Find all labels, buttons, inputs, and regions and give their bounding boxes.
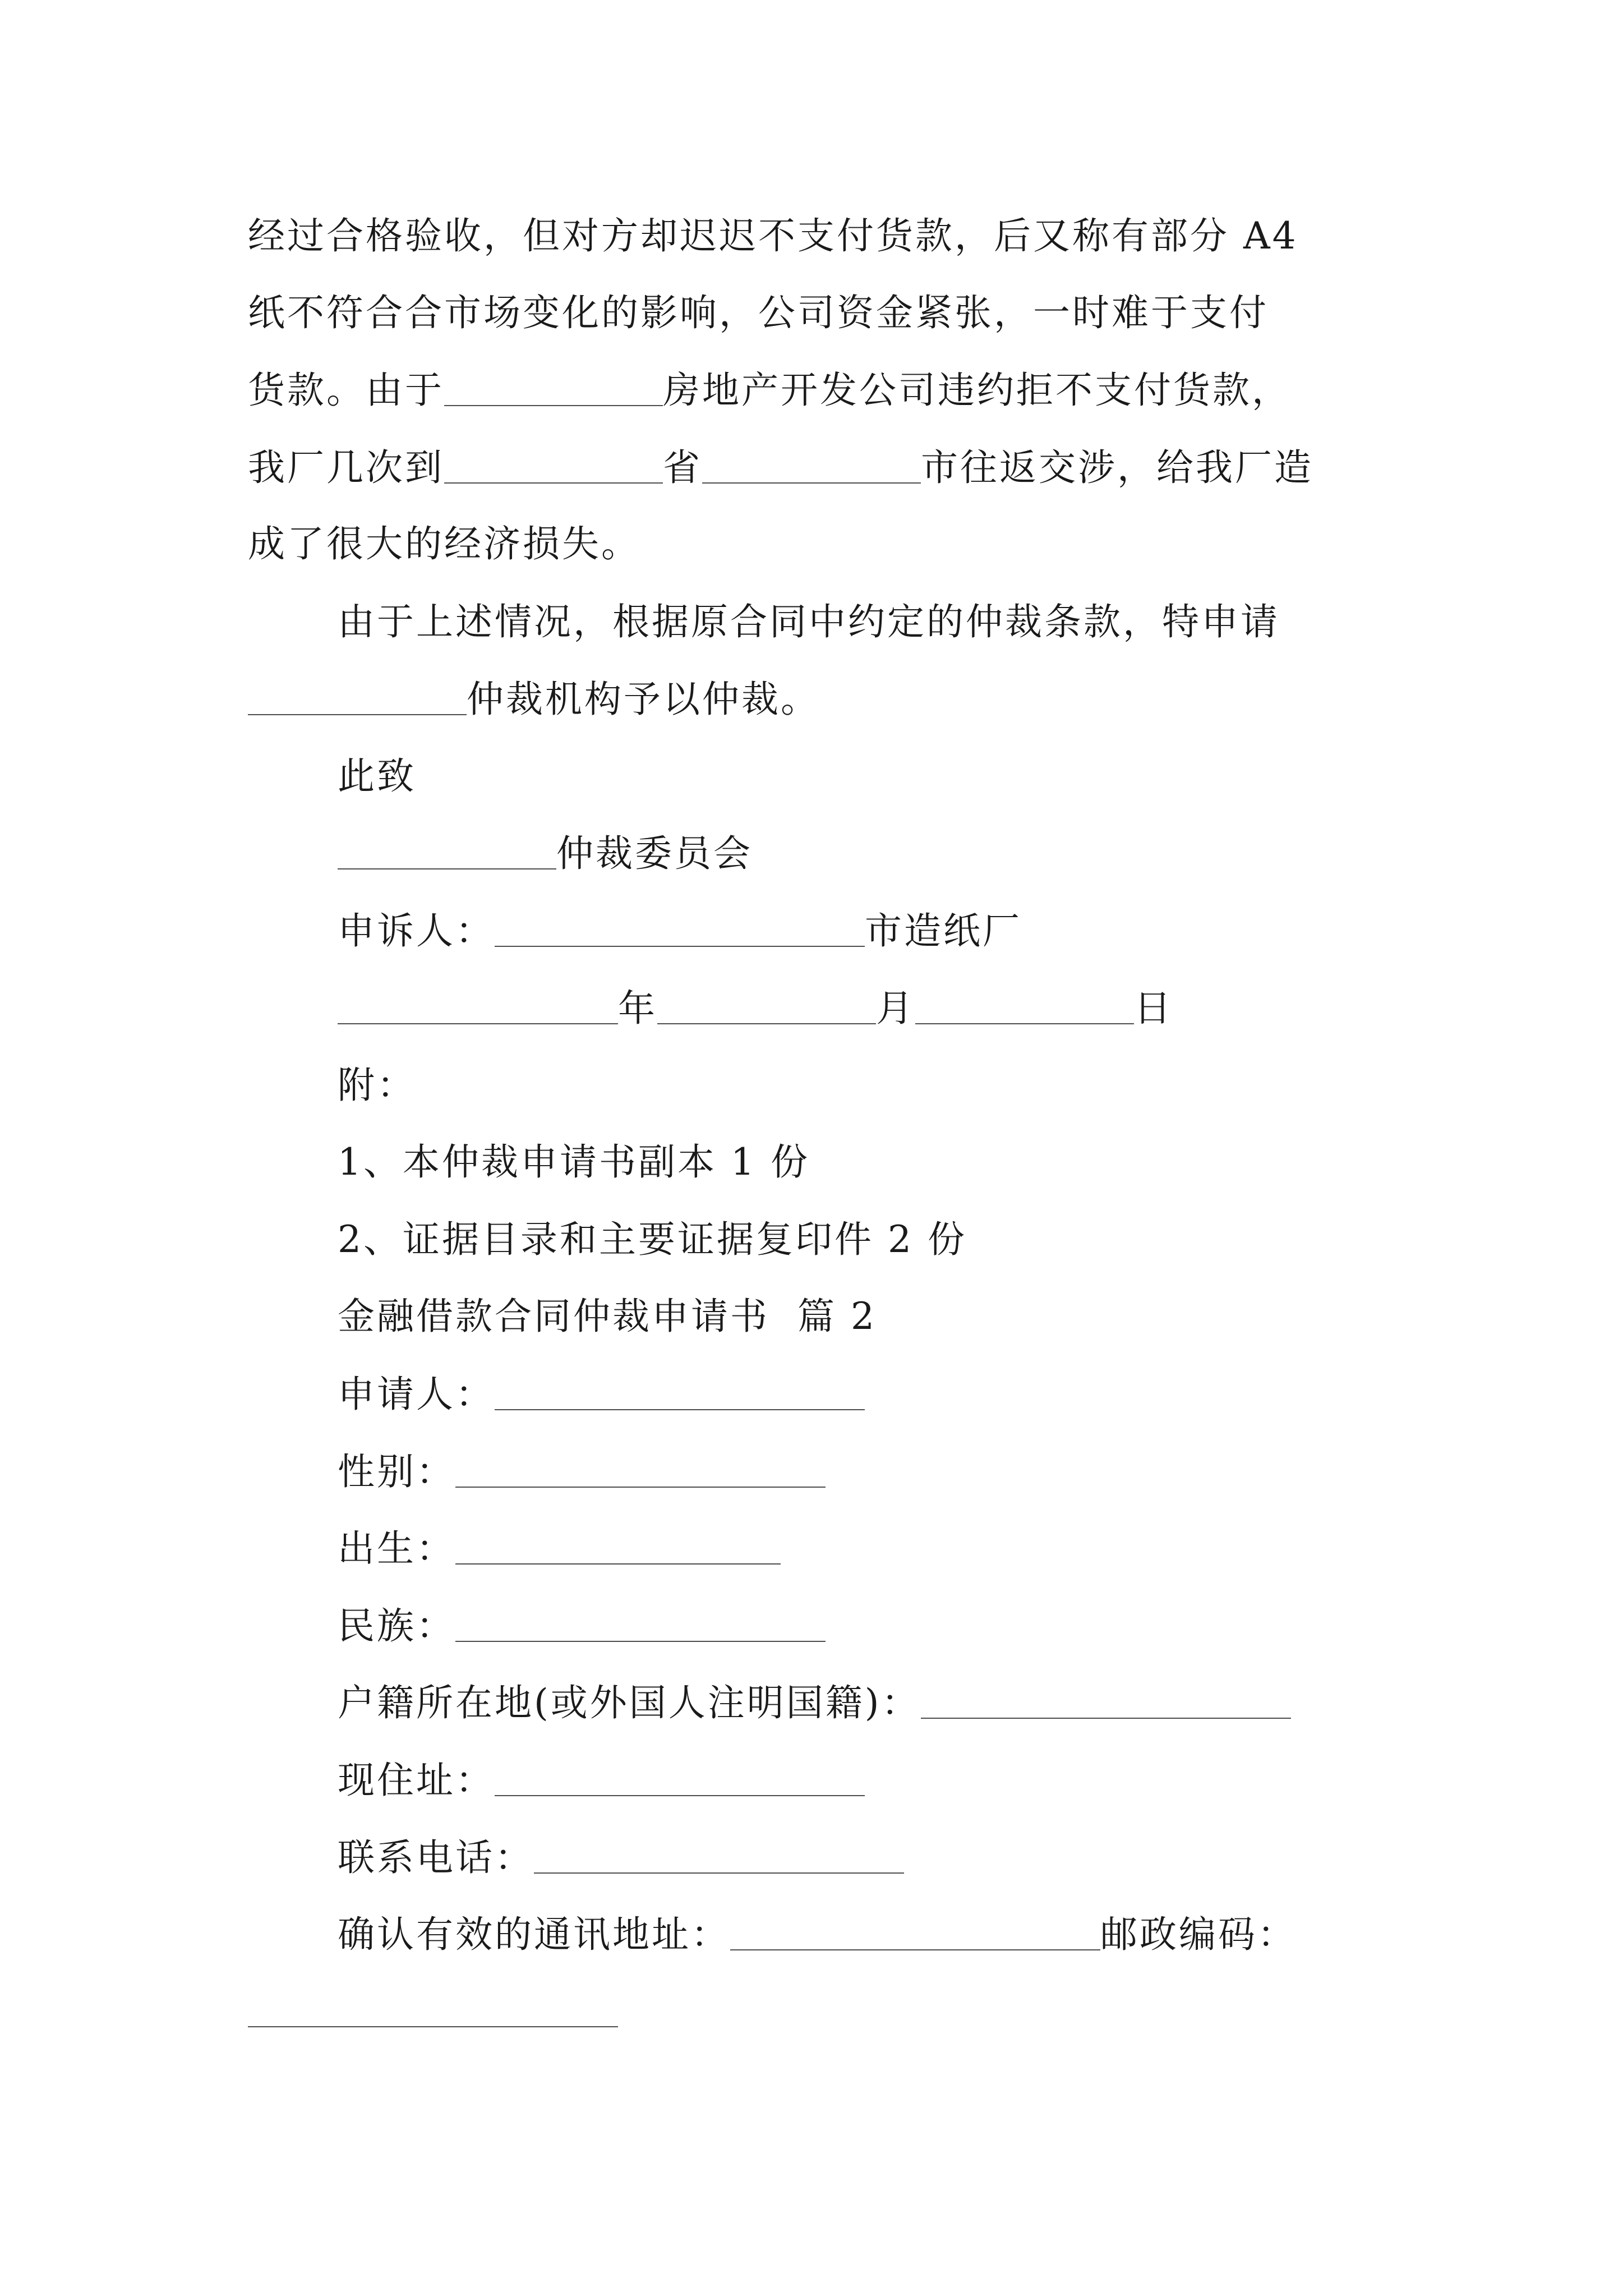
text: 市造纸厂	[865, 909, 1022, 953]
paragraph-line	[248, 291, 1269, 334]
paragraph-line	[248, 522, 640, 565]
blank-arbitration-institution[interactable]	[248, 680, 467, 715]
blank-company[interactable]	[444, 371, 663, 406]
phone-input[interactable]	[534, 1839, 904, 1874]
blank-day[interactable]	[915, 990, 1134, 1024]
paragraph-line	[248, 446, 1313, 489]
attachment-item	[338, 1140, 810, 1184]
paragraph-line	[338, 600, 1280, 643]
text: 月	[876, 987, 915, 1030]
field-gender	[338, 1450, 826, 1493]
paragraph-line	[248, 369, 1291, 412]
paragraph-line	[248, 678, 820, 721]
text: 仲裁委员会	[556, 832, 753, 875]
blank-city[interactable]	[702, 449, 921, 484]
section-title	[338, 1295, 877, 1338]
attachment-item	[338, 1218, 967, 1261]
field-applicant	[338, 1373, 865, 1416]
applicant-input[interactable]	[495, 1375, 865, 1410]
field-household	[338, 1681, 1291, 1724]
text: 省	[663, 446, 702, 489]
attachments-label	[338, 1064, 416, 1107]
text: 日	[1134, 987, 1173, 1030]
label: 邮政编码：	[1100, 1913, 1297, 1956]
committee-line	[338, 832, 753, 875]
date-line	[338, 987, 1173, 1030]
blank-committee[interactable]	[338, 835, 556, 869]
label: 确认有效的通讯地址：	[338, 1913, 730, 1956]
label: 申诉人：	[338, 909, 495, 953]
label: 性别：	[338, 1450, 455, 1493]
address-input[interactable]	[495, 1761, 865, 1796]
text: 房地产开发公司违约拒不支付货款，	[663, 369, 1291, 412]
ethnicity-input[interactable]	[455, 1607, 826, 1642]
label: 联系电话：	[338, 1836, 534, 1879]
label: 申请人：	[338, 1373, 495, 1416]
text: 此致	[338, 754, 416, 798]
text: 1、本仲裁申请书副本 1 份	[338, 1140, 810, 1184]
text: 2、证据目录和主要证据复印件 2 份	[338, 1218, 967, 1261]
text: 附：	[338, 1064, 416, 1107]
label: 户籍所在地(或外国人注明国籍)：	[338, 1681, 921, 1724]
text: 经过合格验收，但对方却迟迟不支付货款，后又称有部分 A4	[248, 214, 1298, 257]
postal-code-input[interactable]	[248, 2026, 618, 2027]
label: 民族：	[338, 1604, 455, 1648]
birth-input[interactable]	[455, 1530, 781, 1565]
text: 市往返交涉，给我厂造	[921, 446, 1313, 489]
text: 成了很大的经济损失。	[248, 522, 640, 565]
text: 货款。由于	[248, 369, 444, 412]
text: 纸不符合合市场变化的影响，公司资金紧张，一时难于支付	[248, 291, 1269, 334]
blank-province[interactable]	[444, 449, 663, 484]
text: 年	[618, 987, 657, 1030]
salutation	[338, 754, 416, 798]
paragraph-line	[248, 214, 1298, 257]
field-phone	[338, 1836, 904, 1879]
blank-year[interactable]	[338, 990, 618, 1024]
blank-complainant[interactable]	[495, 912, 865, 947]
label: 出生：	[338, 1527, 455, 1570]
field-address	[338, 1759, 865, 1802]
mailing-address-input[interactable]	[730, 1916, 1100, 1950]
field-ethnicity	[338, 1604, 826, 1648]
text: 我厂几次到	[248, 446, 444, 489]
text: 由于上述情况，根据原合同中约定的仲裁条款，特申请	[338, 600, 1280, 643]
field-birth	[338, 1527, 781, 1570]
blank-month[interactable]	[657, 990, 876, 1024]
household-input[interactable]	[921, 1684, 1291, 1719]
gender-input[interactable]	[455, 1453, 826, 1488]
label: 现住址：	[338, 1759, 495, 1802]
complainant-line	[338, 909, 1022, 953]
text: 仲裁机构予以仲裁。	[467, 678, 820, 721]
field-mailing-address	[338, 1913, 1297, 1956]
text: 金融借款合同仲裁申请书 篇 2	[338, 1295, 877, 1338]
